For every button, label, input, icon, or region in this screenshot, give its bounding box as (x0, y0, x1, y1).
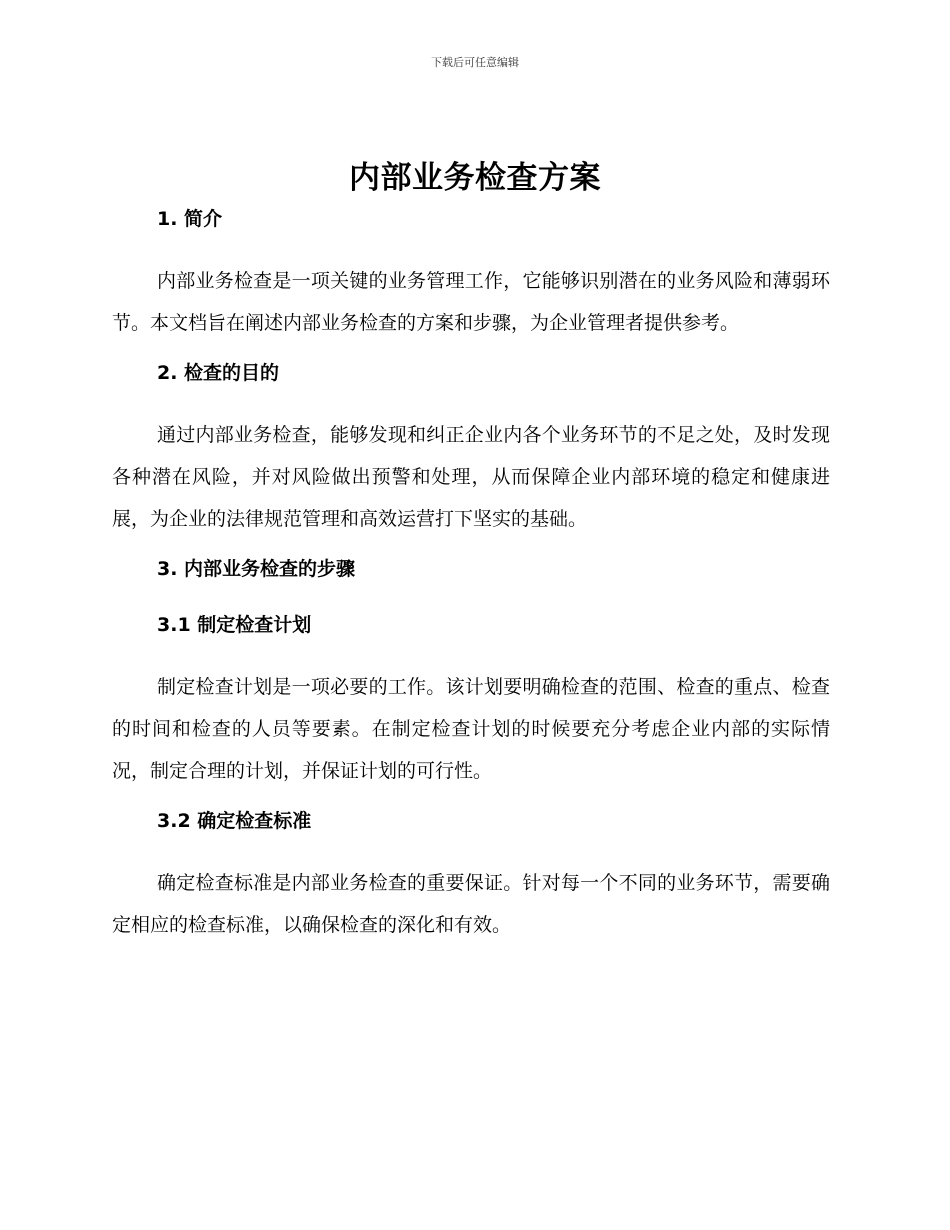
section-heading: 3. 内部业务检查的步骤 (157, 558, 356, 580)
section-plan (112, 610, 830, 806)
section-paragraph: 通过内部业务检查，能够发现和纠正企业内各个业务环节的不足之处，及时发现各种潜在风险，并对风险做出预警和处理，从而保障企业内部环境的稳定和健康进展，为企业的法律规范管理和高效运营打下坚实的基础。 (112, 424, 830, 530)
section-heading: 3.1 制定检查计划 (157, 614, 312, 636)
header-note: 下载后可任意编辑 (431, 56, 519, 69)
section-paragraph: 内部业务检查是一项关键的业务管理工作，它能够识别潜在的业务风险和薄弱环节。本文档旨在阐述内部业务检查的方案和步骤，为企业管理者提供参考。 (112, 270, 830, 334)
document-body (112, 204, 830, 946)
section-introduction (112, 204, 830, 358)
section-heading: 2. 检查的目的 (157, 362, 280, 384)
section-purpose (112, 358, 830, 554)
section-steps (112, 554, 830, 610)
section-paragraph: 制定检查计划是一项必要的工作。该计划要明确检查的范围、检查的重点、检查的时间和检查的人员等要素。在制定检查计划的时候要充分考虑企业内部的实际情况，制定合理的计划，并保证计划的可行性。 (112, 676, 830, 782)
document-title: 内部业务检查方案 (349, 160, 601, 196)
section-heading: 3.2 确定检查标准 (157, 810, 312, 832)
section-heading: 1. 简介 (157, 208, 223, 230)
section-standards (112, 806, 830, 946)
section-paragraph: 确定检查标准是内部业务检查的重要保证。针对每一个不同的业务环节，需要确定相应的检查标准，以确保检查的深化和有效。 (112, 872, 830, 936)
